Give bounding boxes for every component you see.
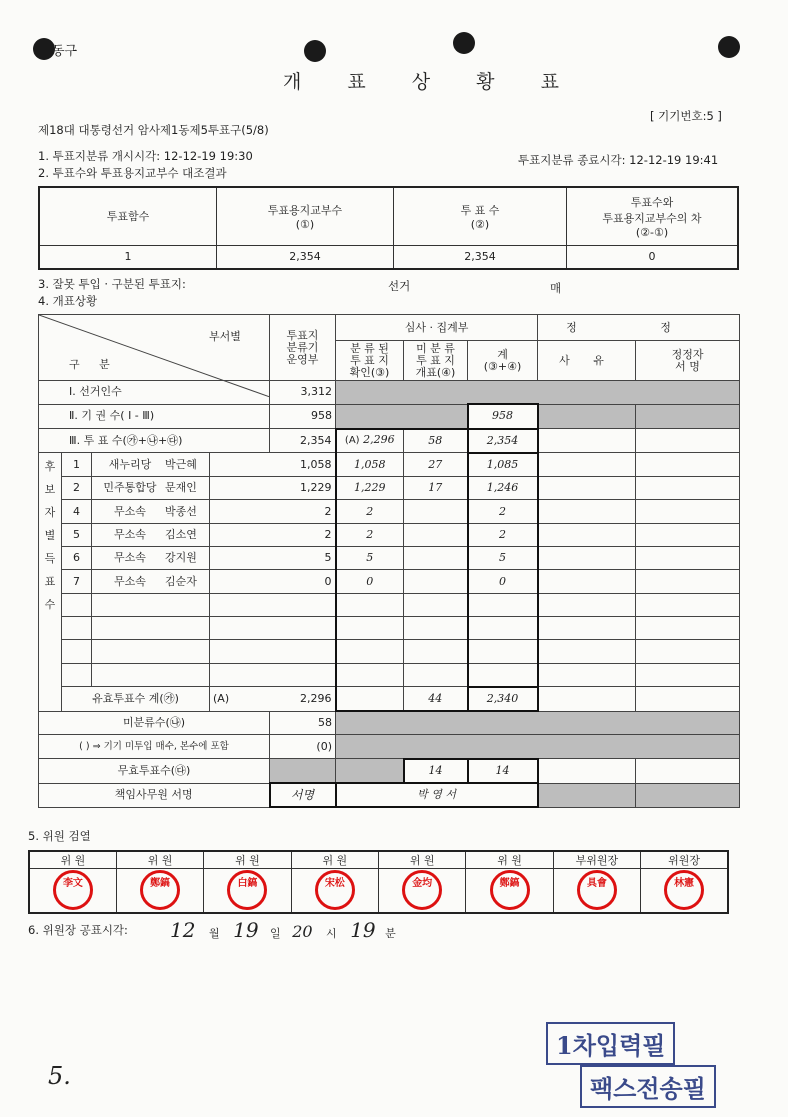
minute-unit: 분 (385, 927, 396, 940)
header-classified: 분 류 된 투 표 지 확인(③) (336, 341, 404, 381)
punch-hole (304, 40, 326, 62)
cand-hw2 (404, 500, 468, 523)
value-unclassified: 58 (270, 711, 336, 735)
cand-hw2 (404, 570, 468, 593)
cand-hw3: 1,246 (468, 477, 538, 500)
header-ballot-boxes: 투표함수 (39, 187, 217, 245)
empty-row (39, 663, 740, 687)
cand-party: 무소속 강지원 (92, 547, 210, 570)
month-unit: 월 (208, 927, 220, 940)
cand-hw2: 27 (404, 453, 468, 477)
header-gubun: 구 분 (69, 358, 118, 371)
row-invalid: 무효투표수(㉰) (39, 759, 270, 783)
hw-abstain: 958 (468, 404, 538, 428)
cand-party: 무소속 박종선 (92, 500, 210, 523)
hw-hour: 20 (292, 922, 313, 941)
cand-hw3: 5 (468, 547, 538, 570)
red-seal: 具會 (577, 870, 617, 910)
hw-sign-2: 박 영 서 (336, 783, 538, 807)
cand-no: 4 (62, 500, 92, 523)
cand-party: 무소속 김소연 (92, 523, 210, 546)
section-5-label: 5. 위원 검열 (28, 829, 91, 843)
cand-machine: 5 (210, 547, 336, 570)
red-seal: 鄭鎬 (490, 870, 530, 910)
red-seal: 鄭鎬 (140, 870, 180, 910)
value-electors: 3,312 (270, 381, 336, 405)
cand-machine: 2 (210, 500, 336, 523)
header-dept: 부서별 (209, 330, 241, 343)
cand-no: 2 (62, 477, 92, 500)
cand-hw1: 2 (336, 523, 404, 546)
value-unclassified-note: (0) (270, 735, 336, 759)
inspection-table (28, 850, 729, 914)
cand-hw1: 1,058 (336, 453, 404, 477)
cand-hw3: 2 (468, 523, 538, 546)
cand-hw3: 1,085 (468, 453, 538, 477)
cand-no: 7 (62, 570, 92, 593)
sort-end-time: 투표지분류 종료시각: 12-12-19 19:41 (518, 153, 719, 167)
role-label: 위 원 (29, 851, 116, 869)
row-valid: 유효투표수 계(㉮) (62, 687, 210, 711)
punch-hole (453, 32, 475, 54)
cand-hw1: 0 (336, 570, 404, 593)
header-machine: 투표지 분류기 운영부 (270, 315, 336, 381)
hw-votes-classified: (A) 2,296 (336, 429, 404, 453)
section-6-label: 6. 위원장 공표시각: (28, 923, 128, 937)
announce-time (170, 918, 396, 942)
header-votes: 투 표 수 (②) (394, 187, 567, 245)
value-difference: 0 (567, 245, 739, 269)
value-valid: (A) 2,296 (210, 687, 336, 711)
header-correction: 정 정 (538, 315, 740, 341)
role-label: 위 원 (291, 851, 378, 869)
hw-day: 19 (233, 918, 259, 942)
section-3-election: 선거 (388, 279, 411, 293)
page-title: 개 표 상 황 표 (283, 71, 579, 93)
empty-row (39, 616, 740, 639)
side-label: 후 보 자 별 득 표 수 (39, 453, 62, 711)
election-name: 제18대 대통령선거 암사제1동제5투표구(5/8) (38, 123, 269, 137)
sort-start-time: 1. 투표지분류 개시시각: 12-12-19 19:30 (38, 149, 253, 163)
section-3-count: 매 (550, 281, 562, 295)
role-label: 위 원 (116, 851, 203, 869)
section-4-label: 4. 개표상황 (38, 294, 98, 308)
cand-no: 6 (62, 547, 92, 570)
cand-hw1: 2 (336, 500, 404, 523)
cand-hw2 (404, 547, 468, 570)
header-review: 심사 · 집계부 (336, 315, 538, 341)
hw-minute: 19 (350, 918, 376, 942)
cand-hw2: 17 (404, 477, 468, 500)
header-unclassified: 미 분 류 투 표 지 개표(④) (404, 341, 468, 381)
header-issued: 투표용지교부수 (①) (217, 187, 394, 245)
section-3-label: 3. 잘못 투입 · 구분된 투표지: (38, 277, 186, 291)
header-reason: 사 유 (538, 341, 636, 381)
cand-no: 5 (62, 523, 92, 546)
value-issued: 2,354 (217, 245, 394, 269)
red-seal: 林憲 (664, 870, 704, 910)
hw-sign-1: 서명 (270, 783, 336, 807)
district-label: 동구 (52, 44, 78, 59)
role-label: 위 원 (204, 851, 291, 869)
row-abstain: Ⅱ. 기 권 수( Ⅰ - Ⅲ) (39, 404, 270, 428)
value-votes: 2,354 (394, 245, 567, 269)
hw-invalid-unclassified: 14 (404, 759, 468, 783)
header-signer: 정정자 서 명 (636, 341, 740, 381)
role-label: 부위원장 (553, 851, 640, 869)
red-seal: 李文 (53, 870, 93, 910)
cand-machine: 1,229 (210, 477, 336, 500)
value-votes-total: 2,354 (270, 429, 336, 453)
hw-valid-unclassified: 44 (404, 687, 468, 711)
cand-machine: 1,058 (210, 453, 336, 477)
cand-machine: 0 (210, 570, 336, 593)
role-label: 위 원 (466, 851, 553, 869)
hw-valid-sum: 2,340 (468, 687, 538, 711)
cand-machine: 2 (210, 523, 336, 546)
empty-row (39, 593, 740, 616)
cand-hw1: 1,229 (336, 477, 404, 500)
header-difference: 투표수와 투표용지교부수의 차 (②-①) (567, 187, 739, 245)
hw-votes-unclassified: 58 (404, 429, 468, 453)
red-seal: 宋松 (315, 870, 355, 910)
diagonal-line (39, 315, 270, 397)
value-abstain: 958 (270, 404, 336, 428)
row-votes: Ⅲ. 투 표 수(㉮+㉯+㉰) (39, 429, 270, 453)
value-ballot-boxes: 1 (39, 245, 217, 269)
role-label: 위원장 (641, 851, 728, 869)
cand-party: 무소속 김순자 (92, 570, 210, 593)
punch-hole (718, 36, 740, 58)
cand-party: 새누리당 박근혜 (92, 453, 210, 477)
red-seal: 白鎬 (227, 870, 267, 910)
hw-votes-sum: 2,354 (468, 429, 538, 453)
day-unit: 일 (270, 927, 281, 940)
hour-unit: 시 (326, 927, 337, 940)
cand-hw1: 5 (336, 547, 404, 570)
section-2-label: 2. 투표수와 투표용지교부수 대조결과 (38, 166, 227, 180)
red-seal: 金均 (402, 870, 442, 910)
fax-sent-stamp: 팩스전송필 (580, 1065, 716, 1108)
cand-hw3: 0 (468, 570, 538, 593)
cand-party: 민주통합당 문재인 (92, 477, 210, 500)
counting-status-table (38, 314, 740, 808)
role-label: 위 원 (379, 851, 466, 869)
cand-hw2 (404, 523, 468, 546)
ballot-reconciliation-table (38, 186, 739, 270)
empty-row (39, 640, 740, 663)
machine-number: [ 기기번호:5 ] (650, 109, 722, 123)
hw-month: 12 (170, 918, 196, 942)
cand-hw3: 2 (468, 500, 538, 523)
input-done-stamp: 1차입력필 (546, 1022, 675, 1065)
row-electors: Ⅰ. 선거인수 (39, 381, 270, 405)
hw-invalid-sum: 14 (468, 759, 538, 783)
row-unclassified-note: ( ) ⇒ 기기 미투입 매수, 본수에 포함 (39, 735, 270, 759)
row-sign: 책임사무원 서명 (39, 783, 270, 807)
row-unclassified: 미분류수(㉯) (39, 711, 270, 735)
cand-no: 1 (62, 453, 92, 477)
header-diagonal (39, 315, 270, 381)
header-sum: 계 (③+④) (468, 341, 538, 381)
page-mark: 5. (48, 1062, 71, 1090)
